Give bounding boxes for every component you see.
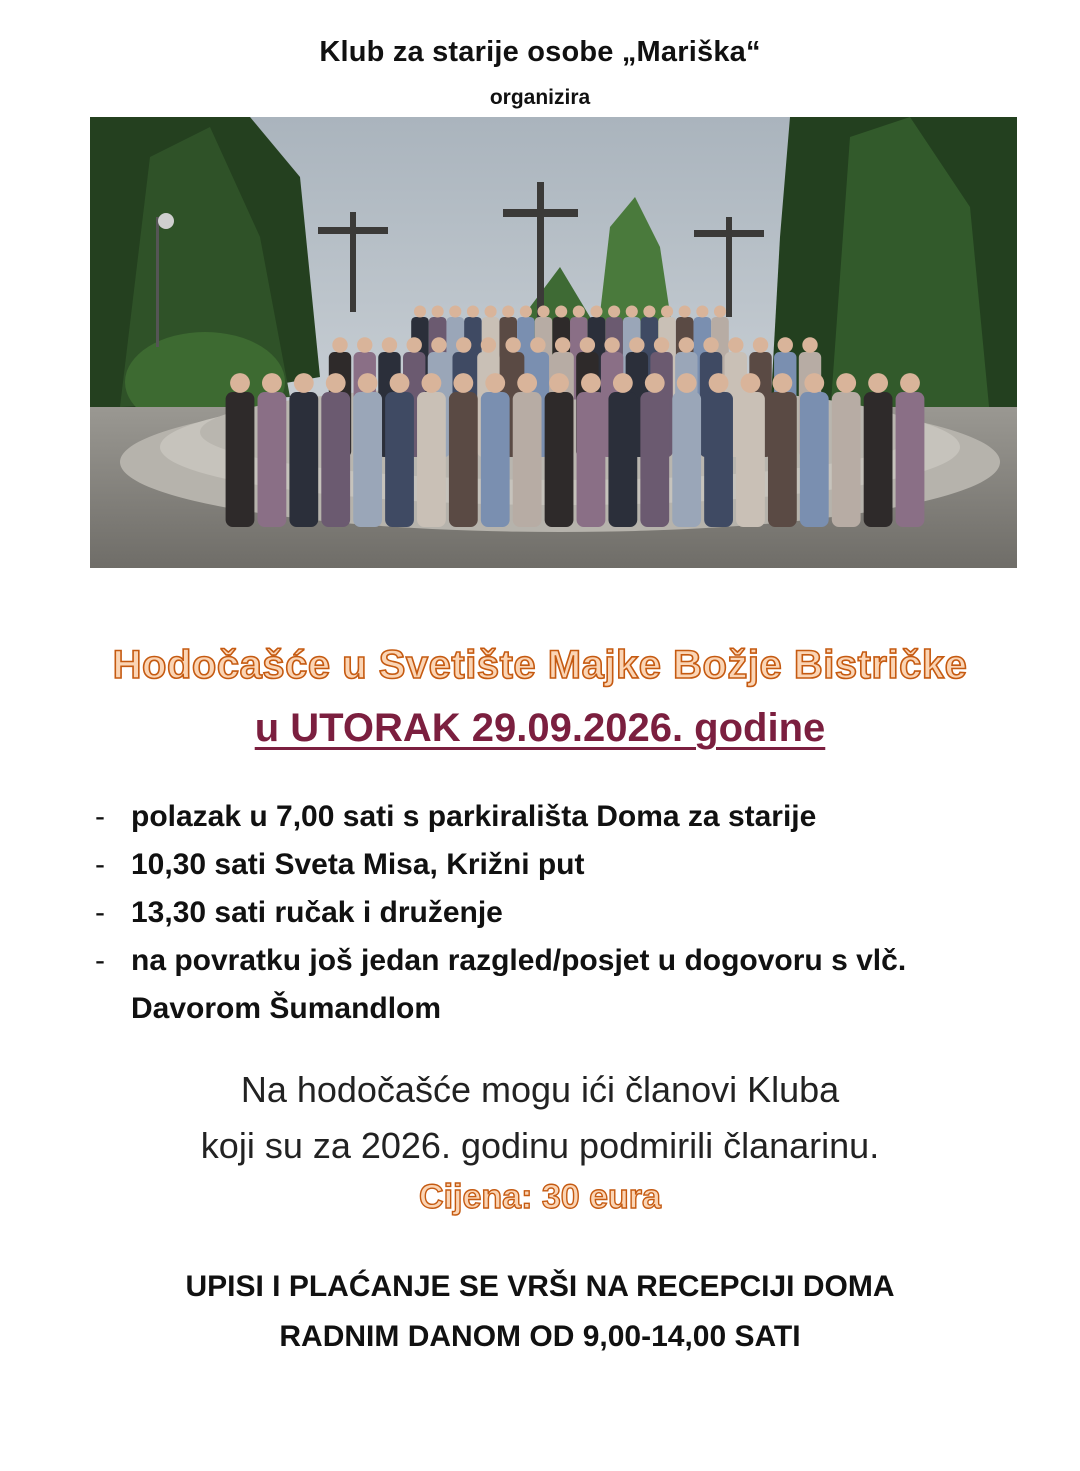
schedule-item-text: Davorom Šumandlom: [131, 992, 442, 1025]
club-title: Klub za starije osobe „Mariška“: [319, 36, 761, 68]
list-dash: -: [95, 896, 105, 929]
list-dash: -: [95, 800, 105, 833]
event-title: Hodočašće u Svetište Majke Božje Bistričke: [112, 643, 968, 687]
schedule-list: [95, 793, 1055, 1033]
group-photo: [90, 117, 1017, 568]
schedule-item: [95, 889, 1055, 937]
schedule-item-text: 10,30 sati Sveta Misa, Križni put: [131, 848, 585, 881]
registration-info-line: UPISI I PLAĆANJE SE VRŠI NA RECEPCIJI DOMA: [185, 1270, 895, 1303]
list-dash: -: [95, 944, 105, 977]
schedule-item: [95, 841, 1055, 889]
event-date: [0, 706, 1080, 751]
schedule-item-text: polazak u 7,00 sati s parkirališta Doma za starije: [131, 800, 817, 833]
schedule-item: [95, 937, 1055, 985]
schedule-item: [95, 793, 1055, 841]
schedule-item-continuation: [95, 985, 1055, 1033]
membership-note-line: Na hodočašće mogu ići članovi Kluba: [240, 1069, 840, 1110]
membership-note: [0, 1062, 1080, 1174]
membership-note-line: koji su za 2026. godinu podmirili članarinu.: [200, 1125, 880, 1166]
list-dash: -: [95, 848, 105, 881]
schedule-item-text: 13,30 sati ručak i druženje: [131, 896, 503, 929]
event-date-text: u UTORAK 29.09.2026. godine: [254, 706, 826, 750]
registration-info-line: RADNIM DANOM OD 9,00-14,00 SATI: [279, 1320, 801, 1353]
price-label: Cijena: 30 eura: [419, 1178, 661, 1216]
schedule-item-text: na povratku još jedan razgled/posjet u dogovoru s vlč.: [131, 944, 907, 977]
organizer-subtitle: organizira: [489, 86, 591, 109]
registration-info: [0, 1262, 1080, 1362]
